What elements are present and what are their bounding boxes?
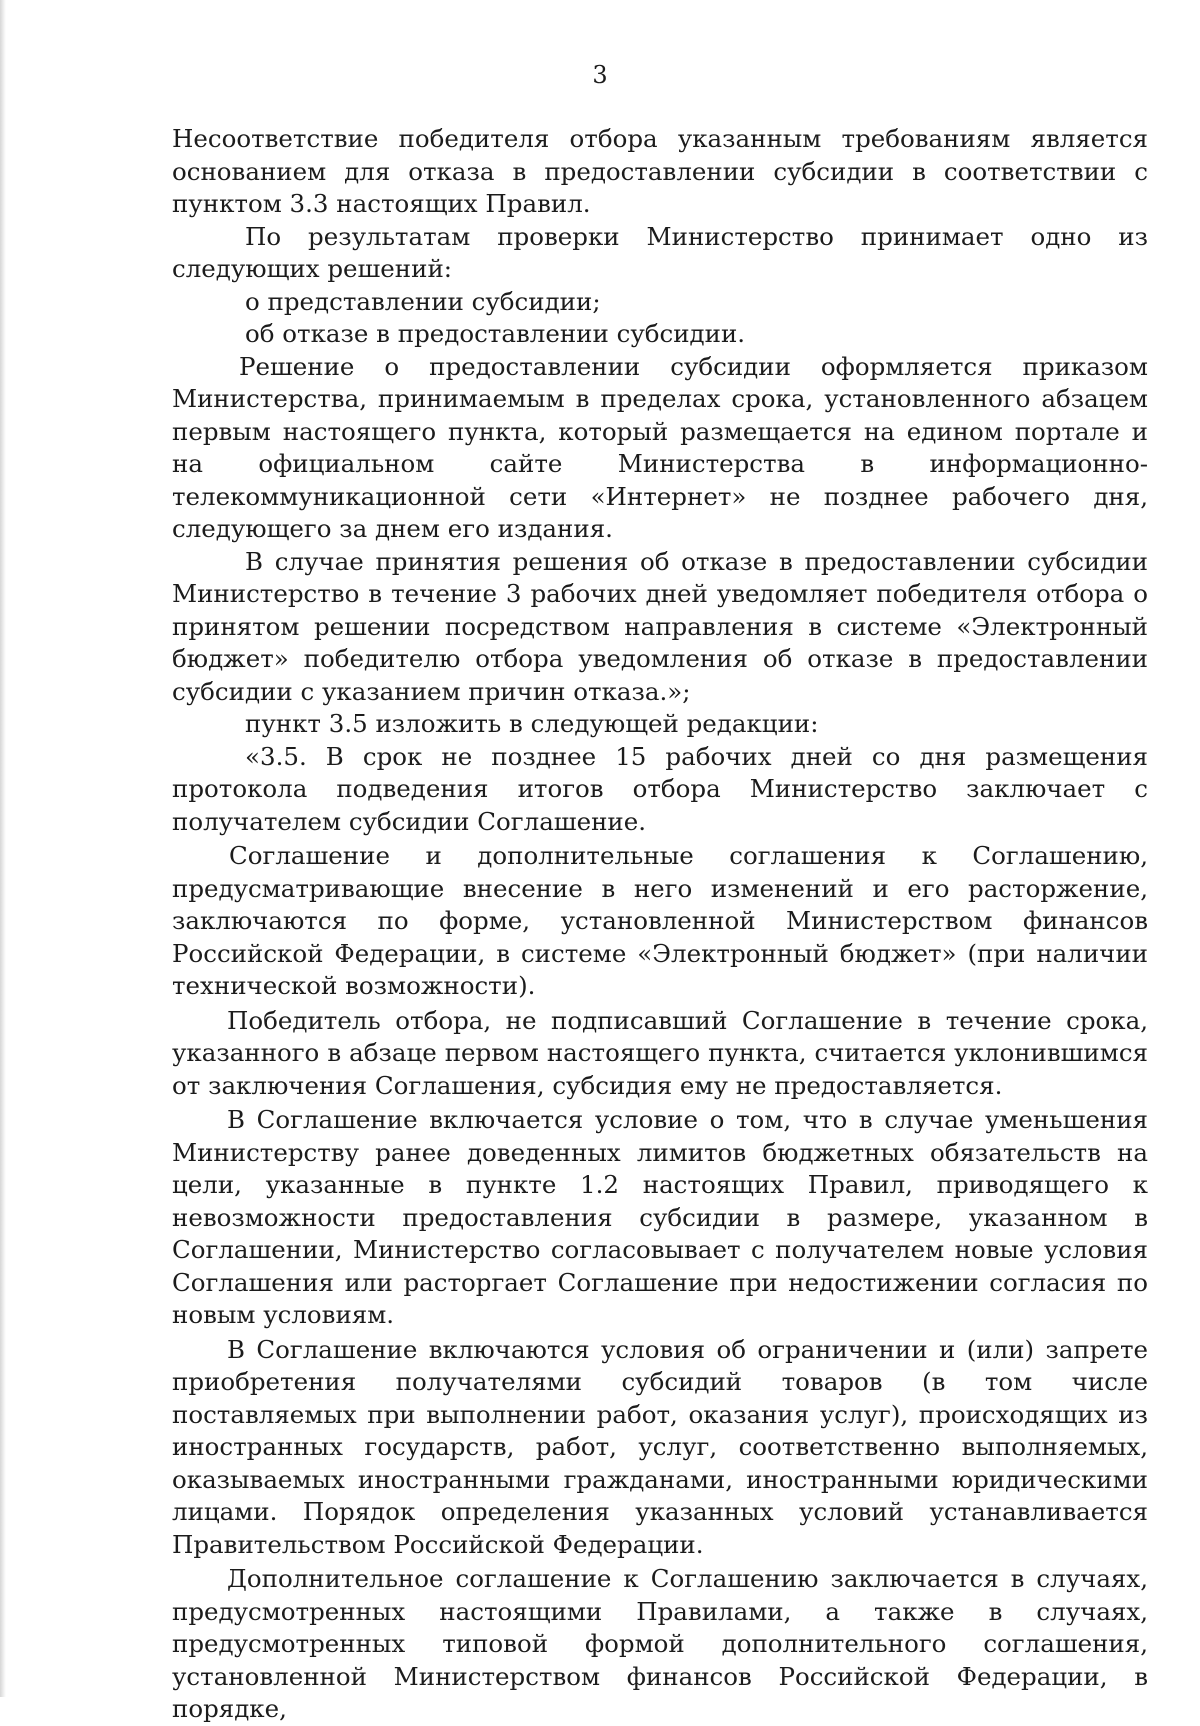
paragraph-refusal-notification: В случае принятия решения об отказе в предоставлении субсидии Министерство в течение 3 рабочих дней уведомляет победителя отбора о принятом решении посредством направления в системе «Электронный бюджет» победителю отбора уведомления об отказе в предоставлении субсидии с указанием причин отказа.»; [172, 546, 1148, 706]
paragraph-agreement-form: Соглашение и дополнительные соглашения к Соглашению, предусматривающие внесение в него изменений и его расторжение, заключаются по форме, установленной Министерством финансов Российской Федерации, в системе «Электронный бюджет» (при наличии технической возможности). [172, 841, 1148, 1000]
list-item-refuse-subsidy: об отказе в предоставлении субсидии. [245, 319, 746, 348]
paragraph-foreign-goods-restriction: В Соглашение включаются условия об ограничении и (или) запрете приобретения получателями субсидий товаров (в том числе поставляемых при выполнении работ, оказания услуг), происходящих из иностранных государств, работ, услуг, соответственно выполняемых, оказываемых иностранными гражданами, иностранными юридическими лицами. Порядок определения указанных условий устанавливается Правительством Российской Федерации. [172, 1334, 1148, 1559]
paragraph-decision-order: Решение о предоставлении субсидии оформляется приказом Министерства, принимаемым в пределах срока, установленного абзацем первым настоящего пункта, который размещается на едином портале и на официальном сайте Министерства в информационно-телекоммуникационной сети «Интернет» не позднее рабочего дня, следующего за днем его издания. [172, 351, 1148, 543]
paragraph-winner-evasion: Победитель отбора, не подписавший Соглашение в течение срока, указанного в абзаце первом настоящего пункта, считается уклонившимся от заключения Соглашения, субсидия ему не предоставляется. [172, 1005, 1148, 1100]
paragraph-noncompliance: Несоответствие победителя отбора указанным требованиям является основанием для отказа в предоставлении субсидии в соответствии с пунктом 3.3 настоящих Правил. [172, 124, 1148, 218]
paragraph-verification-results: По результатам проверки Министерство принимает одно из следующих решений: [172, 221, 1148, 283]
list-item-grant-subsidy: о представлении субсидии; [245, 286, 601, 316]
paragraph-clause-3-5: «3.5. В срок не позднее 15 рабочих дней со дня размещения протокола подведения итогов отбора Министерство заключает с получателем субсидии Соглашение. [172, 741, 1148, 836]
scan-edge-shadow [0, 0, 6, 1697]
paragraph-supplementary-agreement: Дополнительное соглашение к Соглашению заключается в случаях, предусмотренных настоящими Правилами, а также в случаях, предусмотренных типовой формой дополнительного соглашения, установленной Министерством финансов Российской Федерации, в порядке, [172, 1564, 1148, 1723]
document-body [172, 123, 1148, 1726]
paragraph-clause-3-5-intro: пункт 3.5 изложить в следующей редакции: [245, 709, 819, 738]
paragraph-limits-reduction: В Соглашение включается условие о том, что в случае уменьшения Министерству ранее доведенных лимитов бюджетных обязательств на цели, указанные в пункте 1.2 настоящих Правил, приводящего к невозможности предоставления субсидии в размере, указанном в Соглашении, Министерство согласовывает с получателем новые условия Соглашения или расторгает Соглашение при недостижении согласия по новым условиям. [172, 1105, 1148, 1329]
page-number: 3 [592, 61, 608, 89]
